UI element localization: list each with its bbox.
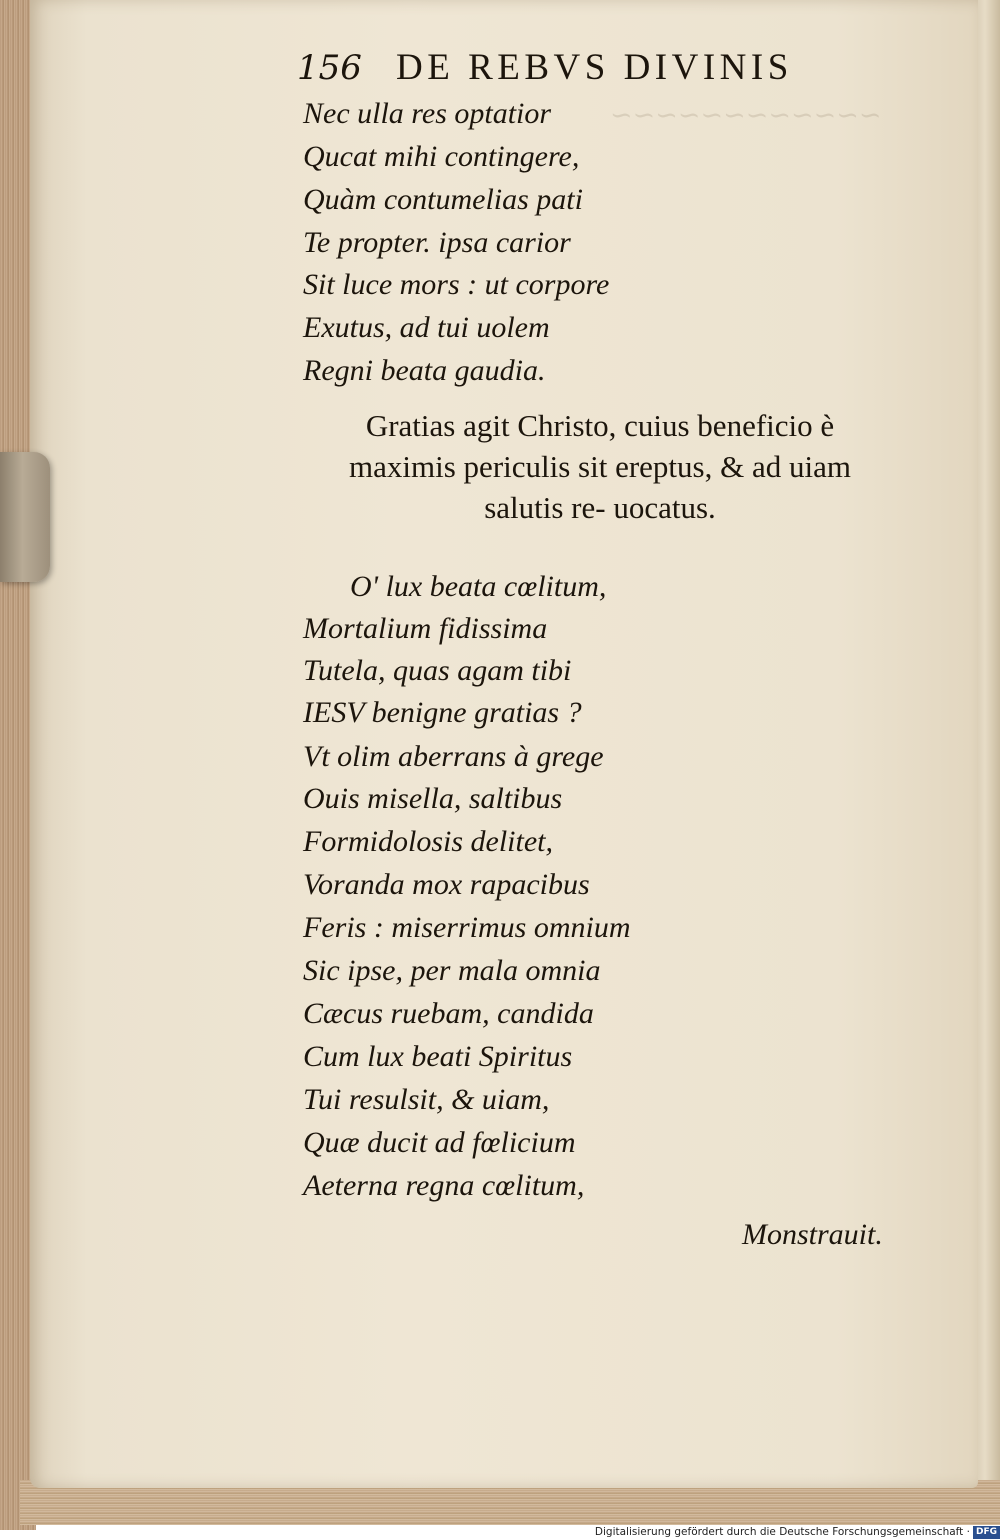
catchword: Monstrauit. xyxy=(742,1218,883,1251)
digitization-footer xyxy=(590,1525,1000,1540)
verse-line: Vt olim aberrans à grege xyxy=(303,740,604,773)
verse-line: Nec ulla res optatior xyxy=(303,97,552,130)
verse-line: Ouis misella, saltibus xyxy=(303,782,563,815)
running-title: DE REBVS DIVINIS xyxy=(396,47,793,88)
verse-line: Sit luce mors : ut corpore xyxy=(303,268,610,301)
verse-line: Qucat mihi contingere, xyxy=(303,140,580,173)
verse-line: Cæcus ruebam, candida xyxy=(303,997,594,1030)
verse-line: Tui resulsit, & uiam, xyxy=(303,1083,550,1116)
verse-line: IESV benigne gratias ? xyxy=(303,696,582,729)
facing-page-edge xyxy=(975,0,1000,1500)
page-number: 156 xyxy=(297,48,362,88)
verse-line: Aeterna regna cœlitum, xyxy=(303,1169,585,1202)
verse-line: O' lux beata cœlitum, xyxy=(350,570,607,603)
verse-line: Tutela, quas agam tibi xyxy=(303,654,572,687)
verse-line: Exutus, ad tui uolem xyxy=(303,311,550,344)
footer-text: Digitalisierung gefördert durch die Deutsche Forschungsgemeinschaft · xyxy=(594,1526,970,1538)
verse-line: Mortalium fidissima xyxy=(303,612,548,645)
dfg-logo: DFG xyxy=(973,1526,1000,1539)
verse-line: Feris : miserrimus omnium xyxy=(303,911,631,944)
verse-line: Quæ ducit ad fœlicium xyxy=(303,1126,576,1159)
verse-line: Voranda mox rapacibus xyxy=(303,868,590,901)
verse-line: Te propter. ipsa carior xyxy=(303,226,571,259)
verse-line: Quàm contumelias pati xyxy=(303,183,583,216)
bleed-through: ~~~~~~~~~~~~ xyxy=(610,100,882,131)
verse-line: Cum lux beati Spiritus xyxy=(303,1040,573,1073)
section-heading: Gratias agit Christo, cuius beneficio è maximis periculis sit ereptus, & ad uiam salutis re- uocatus. xyxy=(349,408,851,525)
verse-line: Formidolosis delitet, xyxy=(303,825,553,858)
verse-line: Sic ipse, per mala omnia xyxy=(303,954,601,987)
verse-line: Regni beata gaudia. xyxy=(303,354,546,387)
book-clasp xyxy=(0,452,50,582)
